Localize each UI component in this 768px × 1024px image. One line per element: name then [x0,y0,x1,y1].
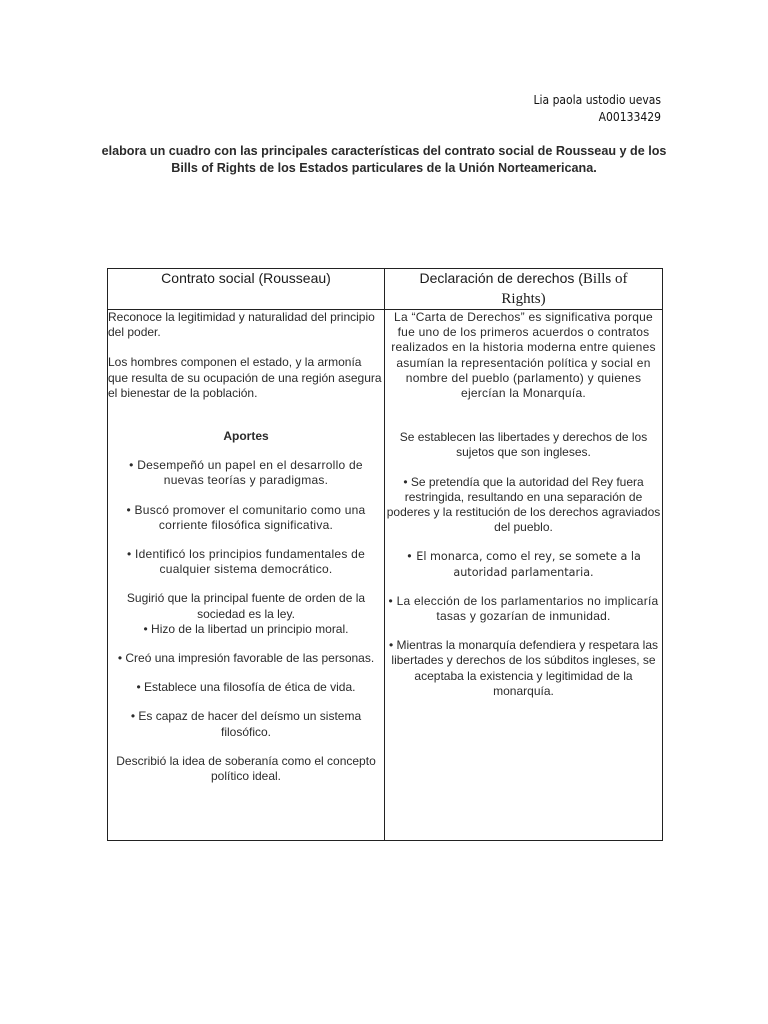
rousseau-bullet-7: • Es capaz de hacer del deísmo un sistema filosófico. [130,709,362,739]
author-block [534,92,661,126]
comparison-table [107,268,663,841]
rousseau-para-1: Reconoce la legitimidad y naturalidad del principio del poder. [108,310,375,340]
header-rousseau-text: Contrato social (Rousseau) [161,270,331,286]
rousseau-bullet-1: • Desempeñó un papel en el desarrollo de nuevas teorías y paradigmas. [129,458,363,488]
content-row [108,310,663,841]
rousseau-column [108,310,385,841]
header-row [108,269,663,310]
rousseau-bullet-2: • Buscó promover el comunitario como una corriente filosófica significativa. [126,502,366,532]
assignment-prompt: elabora un cuadro con las principales características del contrato social de Rousseau y de los Bills of Rights de los Estados particulares de la Unión Norteamericana. [101,144,667,175]
bills-bullet-2: • El monarca, como el rey, se somete a la autoridad parlamentaria. [406,550,641,579]
author-name: Lia paola ustodio uevas [533,93,661,107]
aportes-heading: Aportes [223,429,269,444]
header-bills-of-rights [385,269,663,310]
rousseau-bullet-6: • Establece una filosofía de ética de vida. [136,680,356,695]
rousseau-bullet-4a: Sugirió que la principal fuente de orden de la sociedad es la ley. [126,591,366,621]
rousseau-bullet-3: • Identificó los principios fundamentales de cualquier sistema democrático. [127,547,365,577]
header-bills-text-a: Declaración de derechos ( [419,270,583,286]
bills-bullet-4: • Mientras la monarquía defendiera y respetara las libertades y derechos de los súbditos ingleses, se aceptaba la existencia y legitimidad de la monarquía. [388,638,658,698]
rousseau-para-2: Los hombres componen el estado, y la armonía que resulta de su ocupación de una región asegura el bienestar de la población. [108,355,382,400]
bills-bullet-3: • La elección de los parlamentarios no implicaría tasas y gozarían de inmunidad. [388,593,659,624]
author-id: A00133429 [598,110,661,124]
bills-para-1: La “Carta de Derechos” es significativa porque fue uno de los primeros acuerdos o contratos realizados en la historia moderna entre quienes asumían la representación política y social en nombre del pueblo (parlamento) y quienes ejercían la Monarquía. [391,310,656,401]
rousseau-bullet-8: Describió la idea de soberanía como el concepto político ideal. [116,753,376,784]
bills-column [385,310,663,841]
header-bills-text-b: Bills of [582,271,628,287]
rousseau-bullet-4b: • Hizo de la libertad un principio moral. [143,621,349,636]
rousseau-bullet-5: • Creó una impresión favorable de las personas. [117,651,375,666]
bills-bullet-1: • Se pretendía que la autoridad del Rey fuera restringida, resultando en una separación de poderes y la restitución de los derechos agraviados del pueblo. [386,474,661,535]
bills-para-2: Se establecen las libertades y derechos de los sujetos que son ingleses. [399,430,648,460]
header-bills-text-c: Rights) [501,291,546,307]
header-rousseau [108,269,385,310]
